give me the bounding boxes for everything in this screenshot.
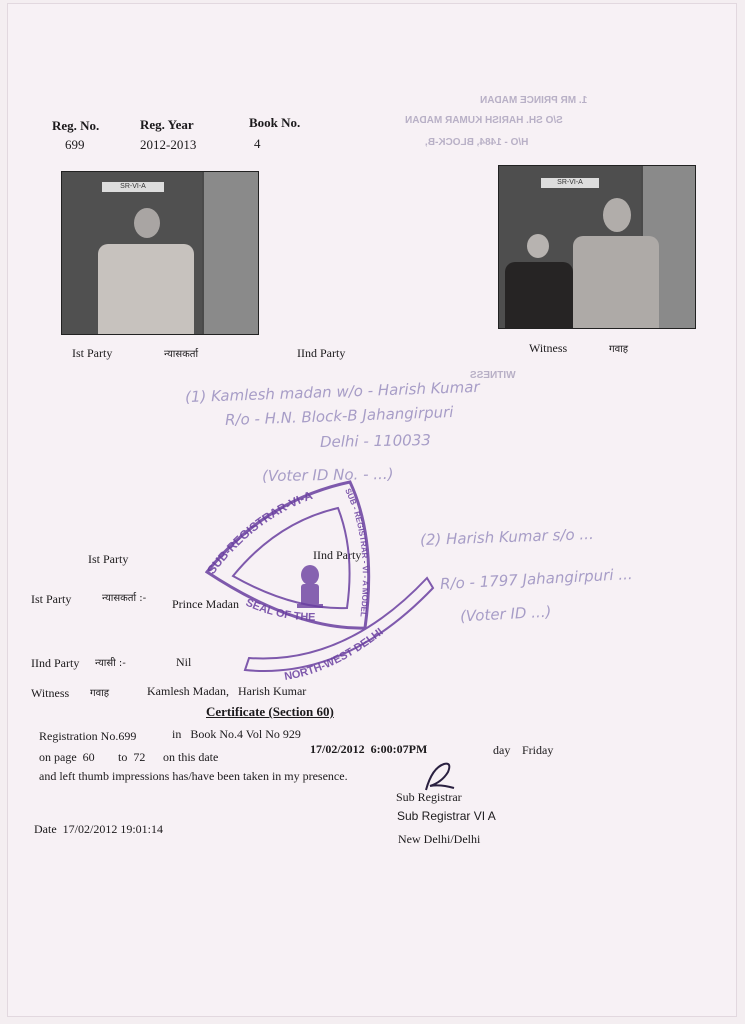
ist-party-hindi: न्यासकर्ता :- xyxy=(102,593,147,604)
registration-datetime: 17/02/2012 6:00:07PM xyxy=(310,742,428,756)
bleed-through-text-4: WITNESS xyxy=(470,370,516,381)
witness-photo xyxy=(498,165,696,329)
bleed-through-text-2: S/O SH. HARISH KUMAR MADAN xyxy=(405,115,563,126)
reg-no-label: Reg. No. xyxy=(52,118,100,133)
sub-registrar-office: Sub Registrar VI A xyxy=(397,809,496,823)
office-sign-plate: SR-VI-A xyxy=(102,182,164,192)
iind-party-heading: IInd Party xyxy=(313,548,362,562)
emblem-icon xyxy=(297,565,323,608)
reg-no-value: 699 xyxy=(65,137,85,152)
first-party-photo xyxy=(61,171,259,335)
seal-top-text: SUB-REGISTRAR-VI-A xyxy=(205,488,315,577)
day-label: day xyxy=(493,743,511,757)
day-value: Friday xyxy=(522,743,554,757)
on-page: on page 60 xyxy=(39,750,95,764)
reg-year-label: Reg. Year xyxy=(140,117,194,132)
reg-year-value: 2012-2013 xyxy=(140,137,197,152)
office-sign-plate-2: SR-VI-A xyxy=(541,178,599,188)
iind-party-label: IInd Party xyxy=(31,656,80,670)
thumb-impression-statement: and left thumb impressions has/have been taken in my presence. xyxy=(39,769,348,783)
sub-registrar-seal xyxy=(205,480,440,690)
iind-party-value: Nil xyxy=(176,655,192,669)
bleed-through-text-1: 1. MR PRINCE MADAN xyxy=(480,95,588,106)
seal-outer-text: NORTH-WEST DELHI xyxy=(283,625,386,684)
to-page: to 72 xyxy=(118,750,146,764)
handwritten-line-4: (Voter ID No. - ...) xyxy=(261,464,394,486)
print-date: Date 17/02/2012 19:01:14 xyxy=(34,822,163,836)
registration-number: Registration No.699 xyxy=(39,729,137,743)
ist-party-value: Prince Madan xyxy=(172,597,239,611)
bleed-through-text-3: H/O - 1484, BLOCK-B, xyxy=(425,137,529,148)
handwritten-line-7: (Voter ID ...) xyxy=(459,602,552,626)
on-this-date: on this date xyxy=(163,750,219,764)
book-no-label: Book No. xyxy=(249,115,301,130)
ist-party-label: Ist Party xyxy=(31,592,72,606)
certificate-title: Certificate (Section 60) xyxy=(206,704,334,719)
handwritten-line-2: R/o - H.N. Block-B Jahangirpuri xyxy=(224,403,454,429)
seal-bottom-text: SEAL OF THE xyxy=(243,596,316,624)
witness-value: Kamlesh Madan, Harish Kumar xyxy=(147,684,307,698)
book-volume: in Book No.4 Vol No 929 xyxy=(172,727,301,741)
witness-hindi-caption: गवाह xyxy=(609,344,629,355)
iind-party-hindi: न्यासी :- xyxy=(95,658,126,669)
first-party-hindi-caption: न्यासकर्ता xyxy=(164,349,199,360)
seal-side-text: SUB - REGISTRAR - VI - A MODEL xyxy=(343,486,370,618)
first-party-caption: Ist Party xyxy=(72,346,113,360)
ist-party-heading: Ist Party xyxy=(88,552,129,566)
handwritten-line-1: (1) Kamlesh madan w/o - Harish Kumar xyxy=(184,377,480,407)
witness-hindi: गवाह xyxy=(90,688,110,699)
book-no-value: 4 xyxy=(254,136,261,151)
witness-caption: Witness xyxy=(529,341,568,355)
sub-registrar-title: Sub Registrar xyxy=(396,790,462,804)
witness-label: Witness xyxy=(31,686,70,700)
handwritten-line-3: Delhi - 110033 xyxy=(319,431,431,451)
handwritten-line-5: (2) Harish Kumar s/o ... xyxy=(419,524,594,550)
sub-registrar-location: New Delhi/Delhi xyxy=(398,832,481,846)
svg-text:SUB-REGISTRAR-VI-A xyxy=(205,488,315,577)
second-party-caption: IInd Party xyxy=(297,346,346,360)
handwritten-line-6: R/o - 1797 Jahangirpuri ... xyxy=(439,564,633,594)
